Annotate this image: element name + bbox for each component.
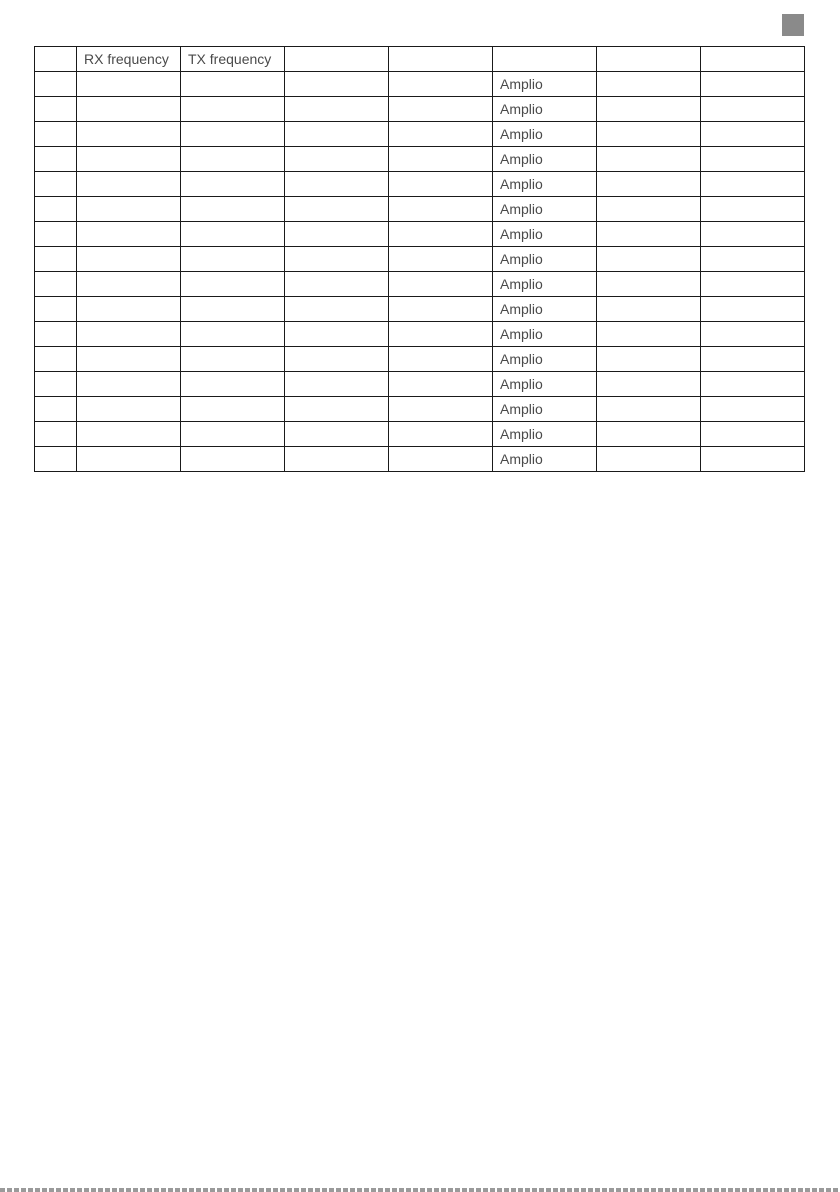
table-cell <box>597 447 701 472</box>
table-cell <box>285 222 389 247</box>
table-row <box>35 447 805 472</box>
table-cell <box>35 172 77 197</box>
table-cell <box>35 372 77 397</box>
table-cell <box>597 422 701 447</box>
table-cell <box>285 147 389 172</box>
table-cell <box>285 372 389 397</box>
table-cell <box>181 147 285 172</box>
table-cell <box>597 172 701 197</box>
table-cell <box>285 422 389 447</box>
table-cell <box>597 222 701 247</box>
header-row <box>35 47 805 72</box>
table-cell: Amplio <box>493 72 597 97</box>
table-cell <box>35 422 77 447</box>
table-cell <box>77 347 181 372</box>
table-cell: Amplio <box>493 297 597 322</box>
table-cell <box>389 72 493 97</box>
table-cell: Amplio <box>493 272 597 297</box>
table-cell <box>597 197 701 222</box>
table-cell <box>77 297 181 322</box>
table-row <box>35 397 805 422</box>
header-cell-5 <box>389 47 493 72</box>
table-cell <box>389 222 493 247</box>
table-cell <box>181 397 285 422</box>
table-cell <box>389 97 493 122</box>
table-row <box>35 372 805 397</box>
table-cell <box>285 347 389 372</box>
table-cell <box>35 347 77 372</box>
table-cell: Amplio <box>493 322 597 347</box>
table-cell <box>35 222 77 247</box>
table-cell <box>701 147 805 172</box>
table-cell <box>597 297 701 322</box>
table-cell <box>181 172 285 197</box>
table-cell: Amplio <box>493 172 597 197</box>
table-cell <box>285 297 389 322</box>
table-cell <box>77 322 181 347</box>
table-cell <box>597 122 701 147</box>
table-cell <box>389 422 493 447</box>
table-cell <box>701 297 805 322</box>
table-cell <box>77 172 181 197</box>
table-header <box>35 47 805 72</box>
table-cell <box>597 372 701 397</box>
table-cell <box>389 297 493 322</box>
table-cell <box>35 447 77 472</box>
table-cell <box>389 122 493 147</box>
table-cell <box>285 197 389 222</box>
table-cell <box>35 122 77 147</box>
header-cell-8 <box>701 47 805 72</box>
table-cell <box>389 272 493 297</box>
table-cell <box>77 197 181 222</box>
header-cell-rx-frequency: RX frequency <box>77 47 181 72</box>
table-cell <box>389 147 493 172</box>
table-cell: Amplio <box>493 347 597 372</box>
table-cell <box>181 347 285 372</box>
table-cell <box>181 447 285 472</box>
table-cell <box>285 272 389 297</box>
header-cell-tx-frequency: TX frequency <box>181 47 285 72</box>
table-cell <box>701 347 805 372</box>
page-bottom-edge <box>0 1188 840 1192</box>
table-cell: Amplio <box>493 397 597 422</box>
table-cell <box>285 322 389 347</box>
table-row <box>35 322 805 347</box>
table-cell <box>701 322 805 347</box>
table-cell <box>285 172 389 197</box>
table-cell <box>181 122 285 147</box>
table-cell <box>181 222 285 247</box>
table-cell <box>77 372 181 397</box>
table-cell <box>597 147 701 172</box>
table-cell: Amplio <box>493 422 597 447</box>
table-cell <box>77 72 181 97</box>
table-cell <box>701 372 805 397</box>
table-cell <box>597 397 701 422</box>
header-cell-4 <box>285 47 389 72</box>
table-cell <box>77 247 181 272</box>
table-cell: Amplio <box>493 372 597 397</box>
table-cell: Amplio <box>493 97 597 122</box>
table-cell <box>35 97 77 122</box>
table-cell <box>285 72 389 97</box>
table-cell <box>35 272 77 297</box>
table-body <box>35 72 805 472</box>
table-row <box>35 147 805 172</box>
table-cell <box>597 97 701 122</box>
table-cell <box>181 272 285 297</box>
table-row <box>35 172 805 197</box>
table-cell <box>35 147 77 172</box>
table-cell <box>181 72 285 97</box>
table-cell <box>701 222 805 247</box>
header-cell-7 <box>597 47 701 72</box>
table-cell <box>701 247 805 272</box>
table-row <box>35 272 805 297</box>
table-row <box>35 422 805 447</box>
table-cell <box>77 122 181 147</box>
table-cell <box>285 397 389 422</box>
table-cell <box>77 147 181 172</box>
table-cell <box>181 247 285 272</box>
table-row <box>35 222 805 247</box>
table-cell <box>285 122 389 147</box>
table-cell <box>35 247 77 272</box>
table-cell <box>701 197 805 222</box>
table-cell <box>35 397 77 422</box>
table-cell <box>77 222 181 247</box>
table-cell <box>597 347 701 372</box>
table-cell <box>77 397 181 422</box>
table-cell <box>701 447 805 472</box>
table-cell <box>701 272 805 297</box>
table-cell <box>181 422 285 447</box>
table-cell <box>35 72 77 97</box>
table-cell <box>389 397 493 422</box>
table-cell: Amplio <box>493 147 597 172</box>
table-row <box>35 97 805 122</box>
table-cell <box>389 197 493 222</box>
table-cell <box>389 372 493 397</box>
table-row <box>35 72 805 97</box>
table-cell <box>285 97 389 122</box>
table-cell <box>389 247 493 272</box>
table-cell <box>597 322 701 347</box>
table-cell <box>77 272 181 297</box>
table-cell <box>35 322 77 347</box>
table-cell: Amplio <box>493 197 597 222</box>
table-cell <box>597 72 701 97</box>
table-cell <box>389 322 493 347</box>
table-cell <box>35 197 77 222</box>
table-cell: Amplio <box>493 447 597 472</box>
table-cell <box>701 72 805 97</box>
table-cell <box>389 347 493 372</box>
table-cell <box>701 172 805 197</box>
table-cell <box>181 322 285 347</box>
table-cell <box>597 247 701 272</box>
table-cell <box>181 372 285 397</box>
table-cell <box>35 297 77 322</box>
table-row <box>35 122 805 147</box>
table-cell <box>701 397 805 422</box>
table-cell <box>597 272 701 297</box>
table-cell <box>701 122 805 147</box>
table-cell <box>181 97 285 122</box>
table-cell <box>285 447 389 472</box>
table-cell <box>285 247 389 272</box>
table-row <box>35 297 805 322</box>
table-cell: Amplio <box>493 122 597 147</box>
table-cell <box>181 197 285 222</box>
table-cell <box>389 447 493 472</box>
table-cell <box>701 97 805 122</box>
header-cell-channel <box>35 47 77 72</box>
table-cell <box>389 172 493 197</box>
table-cell: Amplio <box>493 247 597 272</box>
table-row <box>35 247 805 272</box>
table-cell <box>77 97 181 122</box>
table-row <box>35 197 805 222</box>
table-cell <box>701 422 805 447</box>
table-row <box>35 347 805 372</box>
table-cell <box>181 297 285 322</box>
header-cell-6 <box>493 47 597 72</box>
table-cell: Amplio <box>493 222 597 247</box>
table-cell <box>77 422 181 447</box>
table-cell <box>77 447 181 472</box>
page-corner-marker <box>782 14 804 36</box>
channel-frequency-table <box>34 46 805 472</box>
